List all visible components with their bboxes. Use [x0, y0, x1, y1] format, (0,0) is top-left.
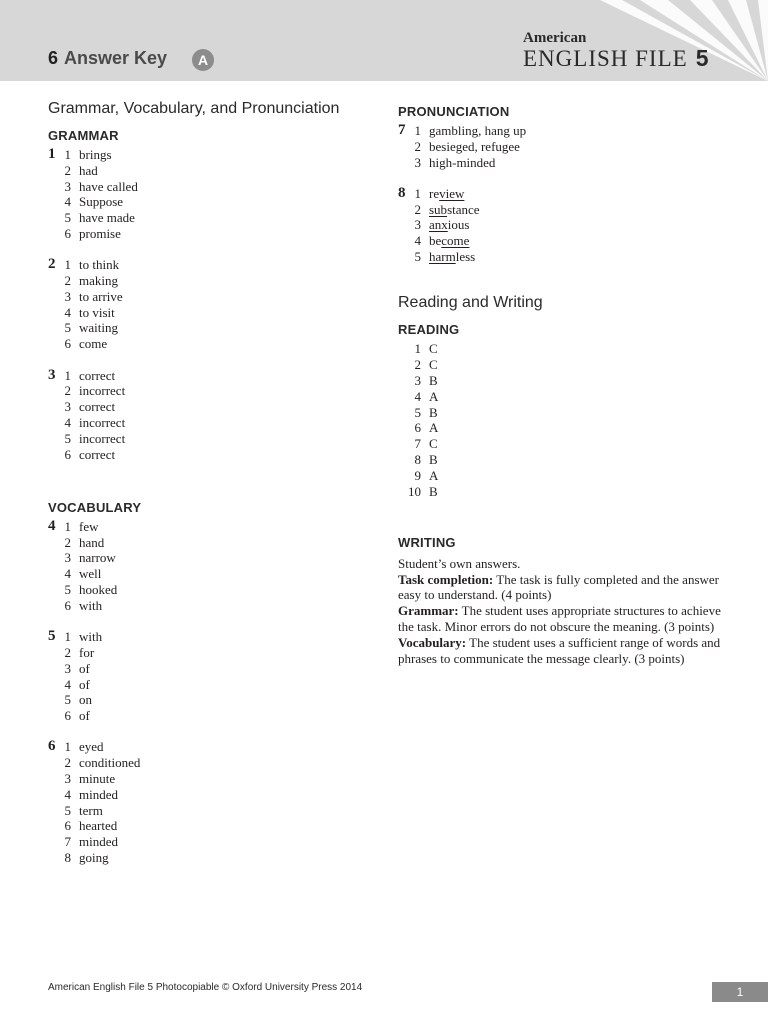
- item-number: 3: [414, 217, 421, 233]
- item-answer: minded: [79, 786, 118, 802]
- item-answer: B: [429, 372, 438, 388]
- answer-item: [48, 179, 378, 195]
- item-number: 5: [414, 249, 421, 265]
- exercise-8: [398, 186, 728, 265]
- item-answer: eyed: [79, 739, 104, 755]
- writing-criteria: [398, 556, 728, 667]
- item-answer: of: [79, 708, 90, 724]
- answer-item: [48, 415, 378, 431]
- exercise-number: 4: [48, 517, 56, 534]
- item-answer: hand: [79, 534, 105, 550]
- item-number: 2: [64, 273, 71, 289]
- item-number: 4: [64, 566, 71, 582]
- brand-top-text: American: [523, 30, 587, 46]
- answer-item: [398, 357, 728, 373]
- answer-item: [48, 818, 378, 834]
- item-number: 6: [414, 420, 421, 436]
- answer-list: [48, 739, 378, 865]
- item-number: 6: [64, 336, 71, 352]
- answer-item: [48, 550, 378, 566]
- item-number: 2: [414, 357, 421, 373]
- left-column: [48, 100, 378, 881]
- item-number: 7: [414, 436, 421, 452]
- exercise-4: [48, 519, 378, 614]
- item-answer: B: [429, 451, 438, 467]
- item-answer: brings: [79, 147, 112, 162]
- section-title-rw: Reading and Writing: [398, 294, 543, 312]
- answer-item: [398, 123, 728, 139]
- item-answer: minute: [79, 771, 116, 786]
- item-number: 3: [64, 399, 71, 415]
- item-answer: well: [79, 566, 102, 582]
- answer-item: [48, 708, 378, 724]
- answer-item: [48, 739, 378, 755]
- item-answer: of: [79, 660, 90, 676]
- item-number: 1: [64, 257, 71, 273]
- answer-item: [398, 217, 728, 233]
- item-number: 5: [64, 210, 71, 226]
- item-answer: B: [429, 404, 438, 420]
- page-number: 1: [712, 982, 768, 1002]
- item-number: 1: [64, 739, 71, 755]
- item-answer: harmless: [429, 249, 476, 265]
- item-number: 6: [64, 597, 71, 613]
- item-answer: minded: [79, 834, 118, 850]
- item-number: 8: [414, 451, 421, 467]
- item-answer: anxious: [429, 217, 470, 233]
- stress-answer-list: [398, 186, 728, 265]
- answer-list: [398, 341, 728, 499]
- item-number: 1: [64, 147, 71, 162]
- criterion-label: Vocabulary:: [398, 634, 467, 650]
- item-answer: with: [79, 629, 103, 645]
- footer-copyright: Photocopiable © Oxford University Press 2014: [153, 982, 363, 993]
- answer-item: [398, 186, 728, 202]
- grammar-criterion: [398, 603, 728, 635]
- exercise-number: 1: [48, 146, 56, 162]
- vocabulary-criterion: [398, 635, 728, 667]
- item-number: 6: [64, 708, 71, 724]
- item-number: 4: [414, 388, 421, 404]
- stressed-syllable: sub: [429, 201, 448, 217]
- answer-item: [398, 389, 728, 405]
- answer-item: [48, 519, 378, 535]
- answer-item: [48, 194, 378, 210]
- item-number: 3: [64, 660, 71, 676]
- answer-item: [48, 582, 378, 598]
- item-answer: correct: [79, 446, 116, 462]
- answer-item: [48, 661, 378, 677]
- item-answer: on: [79, 692, 92, 708]
- answer-item: [48, 399, 378, 415]
- exercise-number: 7: [398, 122, 406, 138]
- task-completion-criterion: [398, 572, 728, 604]
- writing-heading: WRITING: [398, 534, 456, 550]
- item-number: 6: [64, 225, 71, 241]
- item-number: 5: [64, 802, 71, 818]
- answer-item: [48, 834, 378, 850]
- answer-list: [48, 368, 378, 463]
- version-badge: A: [192, 49, 214, 71]
- answer-item: [48, 163, 378, 179]
- item-answer: substance: [429, 201, 480, 217]
- unit-number: 6: [48, 48, 59, 68]
- item-answer: to arrive: [79, 288, 123, 304]
- answer-item: [398, 155, 728, 171]
- item-answer: become: [429, 233, 470, 249]
- page-header: [0, 0, 768, 81]
- item-number: 3: [64, 550, 71, 566]
- answer-item: [48, 147, 378, 163]
- answer-item: [48, 431, 378, 447]
- item-answer: have made: [79, 210, 135, 226]
- item-answer: had: [79, 162, 98, 178]
- item-answer: B: [429, 483, 438, 499]
- item-number: 1: [414, 185, 421, 201]
- item-number: 9: [414, 467, 421, 483]
- answer-list: [398, 123, 728, 170]
- item-answer: conditioned: [79, 755, 141, 771]
- answer-item: [48, 692, 378, 708]
- item-answer: C: [429, 341, 438, 357]
- exercise-number: 8: [398, 184, 406, 201]
- answer-item: [48, 336, 378, 352]
- brand-name: ENGLISH FILE: [523, 46, 688, 71]
- answer-item: [48, 226, 378, 242]
- brand-level: 5: [695, 45, 710, 71]
- stressed-syllable: anx: [429, 217, 448, 233]
- item-answer: besieged, refugee: [429, 138, 520, 154]
- exercise-2: [48, 257, 378, 352]
- item-number: 5: [64, 430, 71, 446]
- answer-item: [48, 447, 378, 463]
- item-answer: to think: [79, 257, 120, 273]
- item-number: 1: [64, 629, 71, 645]
- criterion-text: The task is fully completed and the answer easy to understand. (4 points): [398, 571, 719, 603]
- unit-title: [48, 48, 167, 69]
- item-answer: review: [429, 185, 465, 201]
- item-number: 2: [414, 201, 421, 217]
- answer-item: [48, 771, 378, 787]
- item-number: 1: [64, 367, 71, 383]
- exercise-1: [48, 147, 378, 242]
- exercise-number: 5: [48, 628, 56, 645]
- answer-item: [48, 677, 378, 693]
- answer-item: [398, 405, 728, 421]
- item-answer: making: [79, 273, 118, 289]
- item-answer: C: [429, 436, 438, 452]
- right-column: [398, 100, 728, 666]
- item-answer: have called: [79, 178, 138, 194]
- exercise-7: [398, 123, 728, 170]
- item-number: 3: [64, 178, 71, 194]
- exercise-3: [48, 368, 378, 463]
- item-number: 5: [64, 320, 71, 336]
- item-answer: incorrect: [79, 430, 126, 446]
- item-answer: term: [79, 802, 103, 818]
- item-number: 1: [414, 123, 421, 138]
- unit-label: Answer Key: [64, 48, 168, 68]
- item-number: 1: [414, 341, 421, 357]
- item-answer: correct: [79, 367, 116, 383]
- exercise-5: [48, 629, 378, 724]
- criterion-label: Task completion:: [398, 571, 494, 587]
- stressed-syllable: view: [439, 185, 465, 201]
- item-number: 5: [64, 582, 71, 598]
- item-number: 4: [64, 304, 71, 320]
- stressed-syllable: harm: [429, 249, 456, 265]
- item-number: 4: [64, 676, 71, 692]
- answer-item: [398, 420, 728, 436]
- item-answer: narrow: [79, 550, 116, 566]
- answer-item: [48, 273, 378, 289]
- answer-item: [48, 850, 378, 866]
- reading-answers: [398, 341, 728, 499]
- answer-item: [48, 368, 378, 384]
- answer-item: [48, 598, 378, 614]
- item-number: 4: [64, 194, 71, 210]
- item-answer: waiting: [79, 320, 118, 336]
- answer-item: [398, 139, 728, 155]
- item-number: 5: [414, 404, 421, 420]
- item-number: 6: [64, 818, 71, 834]
- item-number: 3: [414, 372, 421, 388]
- item-answer: to visit: [79, 304, 115, 320]
- item-number: 1: [64, 518, 71, 534]
- brand-main-text: [523, 46, 709, 71]
- exercise-number: 2: [48, 256, 56, 273]
- footer-title: American English File 5: [48, 982, 154, 993]
- reading-heading: READING: [398, 322, 460, 338]
- page-footer: [48, 982, 362, 993]
- item-number: 8: [64, 849, 71, 865]
- section-title-gvp: Grammar, Vocabulary, and Pronunciation: [48, 100, 340, 117]
- criterion-text: The student uses appropriate structures to achieve the task. Minor errors do not obscure the meaning. (3 points): [398, 603, 721, 635]
- answer-item: [48, 629, 378, 645]
- item-answer: C: [429, 357, 438, 373]
- pronunciation-heading: PRONUNCIATION: [398, 104, 510, 119]
- answer-item: [398, 452, 728, 468]
- answer-item: [48, 289, 378, 305]
- item-number: 2: [64, 755, 71, 771]
- item-number: 2: [414, 138, 421, 154]
- answer-list: [48, 519, 378, 614]
- item-number: 2: [64, 383, 71, 399]
- answer-item: [398, 436, 728, 452]
- criterion-label: Grammar:: [398, 603, 459, 619]
- item-number: 7: [64, 834, 71, 850]
- item-answer: going: [79, 849, 109, 865]
- item-number: 4: [414, 233, 421, 249]
- item-answer: correct: [79, 399, 116, 415]
- item-answer: hooked: [79, 582, 118, 598]
- item-answer: few: [79, 518, 99, 534]
- vocabulary-heading: VOCABULARY: [48, 499, 142, 515]
- answer-item: [398, 249, 728, 265]
- item-answer: come: [79, 336, 108, 352]
- item-answer: for: [79, 644, 95, 660]
- answer-item: [48, 257, 378, 273]
- item-number: 3: [414, 154, 421, 170]
- answer-list: [48, 629, 378, 724]
- answer-item: [398, 233, 728, 249]
- exercise-6: [48, 739, 378, 865]
- answer-item: [398, 484, 728, 500]
- answer-item: [48, 803, 378, 819]
- answer-item: [48, 645, 378, 661]
- item-number: 10: [408, 483, 421, 499]
- item-answer: incorrect: [79, 383, 126, 399]
- item-answer: A: [429, 388, 439, 404]
- answer-item: [48, 320, 378, 336]
- item-number: 6: [64, 446, 71, 462]
- item-number: 3: [64, 771, 71, 786]
- writing-intro: Student’s own answers.: [398, 555, 521, 571]
- item-number: 3: [64, 288, 71, 304]
- item-number: 2: [64, 534, 71, 550]
- item-answer: high-minded: [429, 154, 496, 170]
- grammar-heading: GRAMMAR: [48, 128, 119, 143]
- item-answer: Suppose: [79, 194, 124, 210]
- item-answer: A: [429, 420, 439, 436]
- item-answer: of: [79, 676, 90, 692]
- answer-item: [398, 341, 728, 357]
- answer-item: [48, 755, 378, 771]
- item-answer: incorrect: [79, 414, 126, 430]
- exercise-number: 6: [48, 738, 56, 755]
- answer-item: [48, 383, 378, 399]
- answer-list: [48, 257, 378, 352]
- exercise-number: 3: [48, 366, 56, 383]
- answer-item: [48, 566, 378, 582]
- answer-list: [48, 147, 378, 242]
- item-answer: hearted: [79, 818, 118, 834]
- brand-logo: [523, 30, 709, 71]
- item-number: 4: [64, 786, 71, 802]
- item-number: 5: [64, 692, 71, 708]
- answer-item: [398, 468, 728, 484]
- item-number: 2: [64, 644, 71, 660]
- answer-item: [398, 373, 728, 389]
- item-answer: A: [429, 467, 439, 483]
- item-number: 2: [64, 162, 71, 178]
- answer-item: [398, 202, 728, 218]
- item-number: 4: [64, 414, 71, 430]
- answer-item: [48, 787, 378, 803]
- item-answer: promise: [79, 225, 121, 241]
- stressed-syllable: come: [441, 233, 470, 249]
- item-answer: gambling, hang up: [429, 123, 527, 138]
- answer-item: [48, 535, 378, 551]
- criterion-text: The student uses a sufficient range of words and phrases to communicate the message clearly. (3 points): [398, 634, 721, 666]
- item-answer: with: [79, 597, 103, 613]
- answer-item: [48, 210, 378, 226]
- answer-item: [48, 305, 378, 321]
